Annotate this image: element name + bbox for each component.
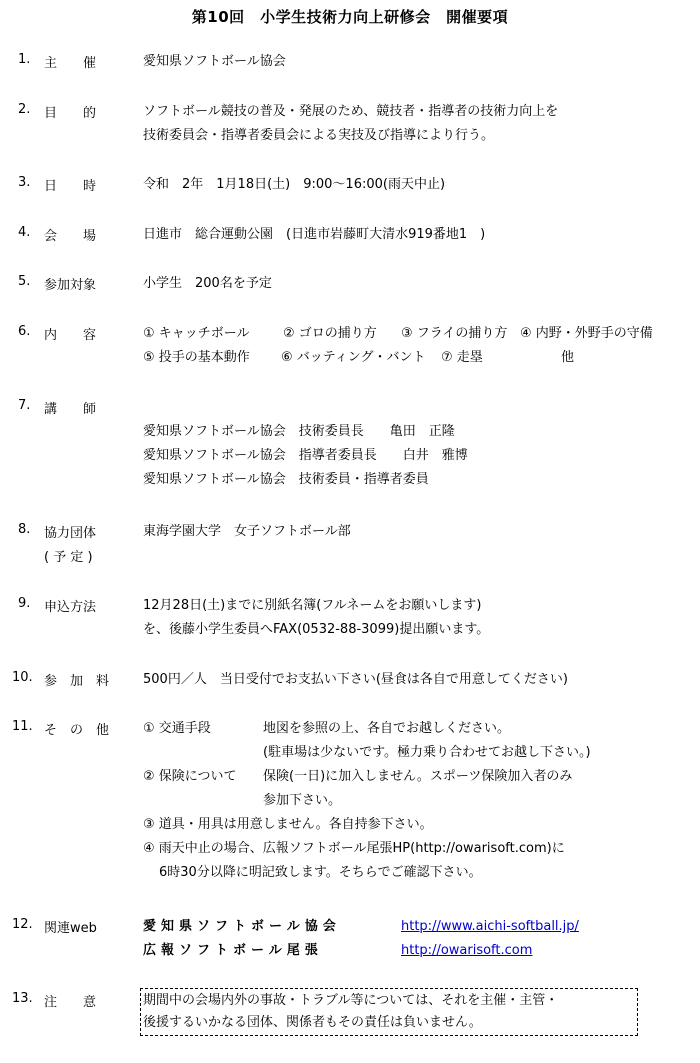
item-content xyxy=(143,594,688,642)
content-line: 期間中の会場内外の事故・トラブル等については、それを主催・主管・ xyxy=(143,993,559,1008)
item-content xyxy=(143,520,688,544)
others-text: (駐車場は少ないです。極力乗り合わせてお越し下さい。) xyxy=(263,745,591,760)
item-number: 12. xyxy=(12,917,33,932)
item-content xyxy=(143,668,688,692)
contents-entry: ① キャッチボール xyxy=(143,326,250,341)
item-label: 参加対象 xyxy=(44,278,97,293)
others-heading: ④ 雨天中止の場合、広報ソフトボール尾張HP(http://owarisoft.com)に xyxy=(143,841,565,856)
item-label: そ の 他 xyxy=(44,723,110,738)
item-content xyxy=(143,50,688,74)
item-label: 注 意 xyxy=(44,995,97,1010)
aichi-softball-link[interactable]: http://www.aichi-softball.jp/ xyxy=(401,919,579,934)
owarisoft-link[interactable]: http://owarisoft.com xyxy=(401,943,533,958)
content-line: 日進市 総合運動公園 (日進市岩藤町大清水919番地1 ) xyxy=(143,227,486,242)
content-line: 小学生 200名を予定 xyxy=(143,276,272,291)
content-line: 愛知県ソフトボール協会 指導者委員長 白井 雅博 xyxy=(143,448,468,463)
web-site-name: 愛知県ソフトボール協会 xyxy=(143,919,341,934)
contents-entry: ⑥ バッティング・バント xyxy=(281,350,426,365)
item-number: 1. xyxy=(18,52,31,67)
item-content xyxy=(143,420,688,492)
item-content xyxy=(143,100,688,148)
content-line: 500円／人 当日受付でお支払い下さい(昼食は各自で用意してください) xyxy=(143,672,568,687)
others-text: 保険(一日)に加入しません。スポーツ保険加入者のみ xyxy=(263,769,573,784)
others-row xyxy=(143,717,688,741)
others-heading: ③ 道具・用具は用意しません。各自持参下さい。 xyxy=(143,817,433,832)
others-heading: ① 交通手段 xyxy=(143,721,211,736)
content-line: 愛知県ソフトボール協会 技術委員・指導者委員 xyxy=(143,472,429,487)
contents-entry: ④ 内野・外野手の守備 xyxy=(520,326,653,341)
others-row xyxy=(143,813,688,837)
item-content xyxy=(143,717,688,885)
contents-row xyxy=(143,322,688,346)
item-label-note: ( 予 定 ) xyxy=(44,550,93,565)
others-row xyxy=(143,741,688,765)
contents-entry: ⑤ 投手の基本動作 xyxy=(143,350,250,365)
web-row xyxy=(143,939,688,963)
item-number: 3. xyxy=(18,175,31,190)
item-label: 日 時 xyxy=(44,179,97,194)
web-row xyxy=(143,915,688,939)
item-number: 4. xyxy=(18,225,31,240)
item-label: 目 的 xyxy=(44,106,97,121)
item-label: 会 場 xyxy=(44,229,97,244)
others-row xyxy=(143,837,688,861)
content-line: を、後藤小学生委員へFAX(0532-88-3099)提出願います。 xyxy=(143,622,490,637)
others-row xyxy=(143,789,688,813)
content-line: 令和 2年 1月18日(土) 9:00～16:00(雨天中止) xyxy=(143,177,446,192)
others-text: 地図を参照の上、各自でお越しください。 xyxy=(263,721,511,736)
contents-row xyxy=(143,346,688,370)
others-row xyxy=(143,861,688,885)
item-number: 11. xyxy=(12,719,33,734)
item-label: 参 加 料 xyxy=(44,674,110,689)
caution-box xyxy=(140,988,638,1036)
others-heading: ② 保険について xyxy=(143,769,237,784)
item-number: 7. xyxy=(18,398,31,413)
content-line: 愛知県ソフトボール協会 xyxy=(143,54,286,69)
content-line: 技術委員会・指導者委員会による実技及び指導により行う。 xyxy=(143,128,495,143)
item-number: 8. xyxy=(18,522,31,537)
item-label: 主 催 xyxy=(44,56,97,71)
item-content xyxy=(143,173,688,197)
page-title: 第10回 小学生技術力向上研修会 開催要項 xyxy=(191,8,509,26)
item-number: 9. xyxy=(18,596,31,611)
item-label: 講 師 xyxy=(44,402,97,417)
item-label: 申込方法 xyxy=(44,600,97,615)
contents-entry: ⑦ 走塁 xyxy=(441,350,483,365)
item-number: 10. xyxy=(12,670,33,685)
item-number: 5. xyxy=(18,274,31,289)
item-number: 6. xyxy=(18,324,31,339)
web-site-name: 広報ソフトボール尾張 xyxy=(143,943,323,958)
others-text: 6時30分以降に明記致します。そちらでご確認下さい。 xyxy=(159,865,482,880)
contents-entry: 他 xyxy=(561,350,575,365)
others-text: 参加下さい。 xyxy=(263,793,342,808)
content-line: ソフトボール競技の普及・発展のため、競技者・指導者の技術力向上を xyxy=(143,104,559,119)
content-line: 後援するいかなる団体、関係者もその責任は負いません。 xyxy=(143,1015,482,1030)
item-label: 関連web xyxy=(44,921,97,936)
item-label: 内 容 xyxy=(44,328,97,343)
others-row xyxy=(143,765,688,789)
item-label: 協力団体 xyxy=(44,526,97,541)
content-line: 愛知県ソフトボール協会 技術委員長 亀田 正隆 xyxy=(143,424,455,439)
content-line: 東海学園大学 女子ソフトボール部 xyxy=(143,524,351,539)
contents-entry: ③ フライの捕り方 xyxy=(401,326,508,341)
contents-entry: ② ゴロの捕り方 xyxy=(283,326,377,341)
item-content xyxy=(143,223,688,247)
content-line: 12月28日(土)までに別紙名簿(フルネームをお願いします) xyxy=(143,598,482,613)
item-content xyxy=(143,915,688,963)
item-number: 2. xyxy=(18,102,31,117)
item-content xyxy=(143,322,688,370)
item-content xyxy=(143,272,688,296)
item-number: 13. xyxy=(12,991,33,1006)
